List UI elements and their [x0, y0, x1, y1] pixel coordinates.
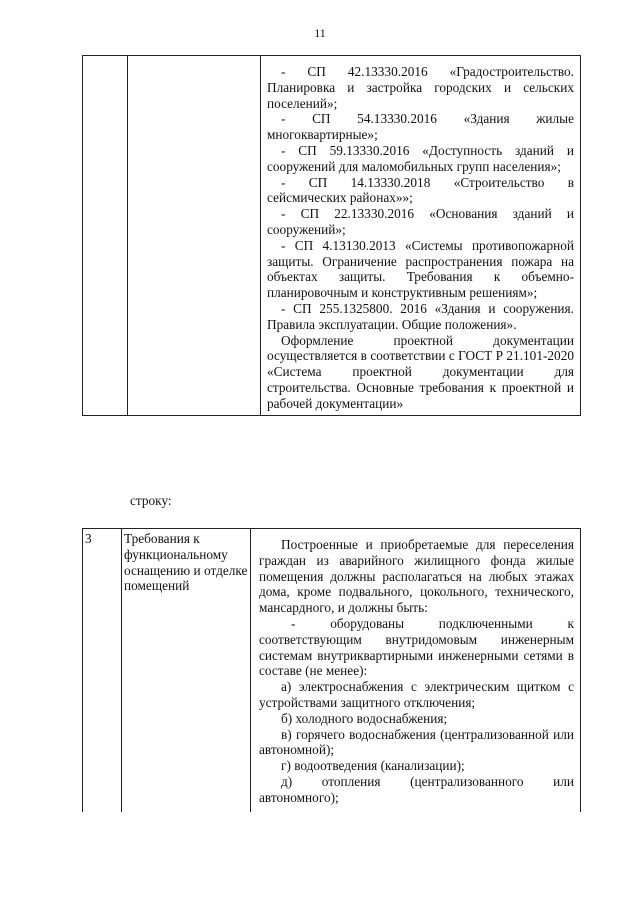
sp-59-item: - СП 59.13330.2016 «Доступность зданий и сооружений для маломобильных групп населения»;: [267, 142, 574, 174]
item-b: б) холодного водоснабжения;: [281, 710, 448, 726]
table-cell-title: [128, 56, 261, 416]
sp-4-item: - СП 4.13130.2013 «Системы противопожарной защиты. Ограничение распространения пожара на объектах защиты. Требования к объемно-планировочным и конструктивным решениям»;: [267, 237, 574, 301]
table-row: [83, 529, 581, 812]
caption-text: строку:: [130, 493, 172, 508]
equipment-paragraph: - оборудованы подключенными к соответствующим внутридомовым инженерным системам внутриквартирными инженерными сетями в составе (не менее):: [259, 615, 574, 679]
table-row: [83, 56, 581, 416]
item-c: в) горячего водоснабжения (централизованной или автономной);: [259, 726, 574, 758]
item-e: д) отопления (централизованного или автономного);: [259, 773, 574, 805]
requirements-table-continuation: [82, 55, 581, 416]
sp-22-item: - СП 22.13330.2016 «Основания зданий и сооружений»;: [267, 206, 574, 237]
table-cell-content: [261, 56, 581, 416]
sp-54-item: - СП 54.13330.2016 «Здания жилые многоквартирные»;: [267, 111, 574, 143]
intro-paragraph: Построенные и приобретаемые для переселения граждан из аварийного жилищного фонда жилые помещения должны располагаться на любых этажах дома, кроме подвального, цокольного, технического, мансардного, и должны быть:: [259, 537, 574, 616]
sp-255-item: - СП 255.1325800. 2016 «Здания и сооружения. Правила эксплуатации. Общие положения».: [267, 300, 574, 332]
sp-14-item: - СП 14.13330.2018 «Строительство в сейсмических районах»»;: [267, 174, 574, 206]
sp-42-item: - СП 42.13330.2016 «Градостроительство. Планировка и застройка городских и сельских поселений»;: [267, 64, 574, 111]
table-cell-number: [83, 56, 128, 416]
table-cell-number: 3: [83, 529, 122, 812]
table-cell-content: [251, 529, 581, 812]
requirements-table-new-row: [82, 528, 581, 812]
item-d: г) водоотведения (канализации);: [281, 758, 465, 774]
table-cell-title: Требования к функциональному оснащению и отделке помещений: [122, 529, 251, 812]
page-number: 11: [314, 26, 326, 40]
gost-paragraph: Оформление проектной документации осуществляется в соответствии с ГОСТ Р 21.101-2020 «Система проектной документации для строительства. Основные требования к проектной и рабочей документации»: [267, 332, 574, 411]
item-a: а) электроснабжения с электрическим щитком с устройствами защитного отключения;: [259, 679, 574, 710]
